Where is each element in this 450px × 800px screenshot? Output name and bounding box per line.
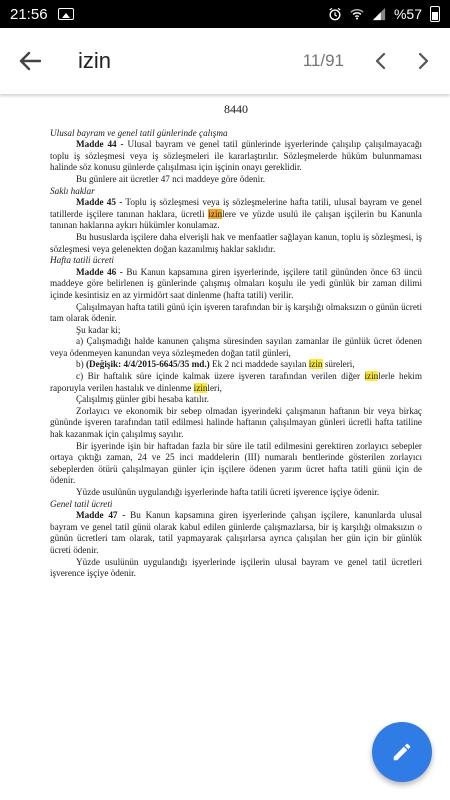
image-icon	[58, 8, 74, 20]
paragraph-46-d: Çalışılmış günler gibi hesaba katılır.	[76, 394, 209, 405]
item-b-mid: Ek 2 nci maddede sayılan	[209, 359, 309, 370]
item-b-post: süreleri,	[322, 359, 355, 370]
item-b-prefix: b)	[76, 359, 86, 370]
article-body-46: Bu Kanun kapsamına giren işyerlerinde, işçilere tatil gününden önce 63 üncü maddeye göre belirlenen iş günlerinde çalışmış olmaları koşulu ile yedi günlük bir zaman dilimi içinde kesintisiz en az yirmidört saat dinlenme (hafta tatili) verilir.	[50, 266, 422, 300]
article-text-45b: lere ve yüzde usulü ile çalışan işçilerin bu Kanunla tanınan haklarına aykırı hükümler konulamaz.	[50, 208, 423, 231]
previous-match-button[interactable]	[358, 28, 402, 94]
paragraph-46-2: Çalışılmayan hafta tatili günü için işveren tarafından bir iş karşılığı olmaksızın o günün ücreti tam olarak ödenir.	[50, 301, 422, 324]
paragraph-46-c	[50, 371, 422, 394]
status-bar	[0, 0, 450, 28]
section-title-47: Genel tatil ücreti	[50, 498, 113, 509]
next-match-button[interactable]	[402, 28, 446, 94]
match-highlight: izin	[193, 382, 208, 393]
paragraph-46	[50, 267, 422, 302]
item-c-post: leri,	[207, 382, 222, 393]
back-button[interactable]	[0, 28, 60, 94]
signal-icon	[372, 7, 386, 21]
match-count: 11/91	[302, 51, 344, 70]
status-icons	[328, 6, 440, 22]
wifi-icon	[350, 7, 364, 21]
paragraph-47-2: Yüzde usulünün uygulandığı işyerlerinde işçilerin ulusal bayram ve genel tatil ücretleri işverence işçiye ödenir.	[50, 556, 422, 579]
article-head-44: Madde 44 -	[76, 139, 124, 150]
paragraph-46-3: Şu kadar ki;	[76, 324, 121, 335]
item-c-prefix: c) Bir haftalık süre içinde kalmak üzere işveren tarafından verilen diğer	[76, 371, 365, 382]
section-title-46: Hafta tatili ücreti	[50, 255, 114, 266]
document-view[interactable]	[0, 94, 450, 800]
section-title-45: Saklı haklar	[50, 185, 95, 196]
search-query[interactable]: izin	[78, 48, 112, 73]
article-head-46: Madde 46 -	[76, 266, 123, 277]
current-match-highlight: izin	[208, 208, 223, 219]
status-time: 21:56	[10, 5, 48, 23]
edit-button[interactable]	[372, 722, 432, 782]
match-highlight: izin	[308, 359, 323, 370]
paragraph-46-e: Zorlayıcı ve ekonomik bir sebep olmadan işyerindeki çalışmanın haftanın bir veya birkaç gününde işveren tarafından tatil edilmesi halinde haftanın çalışılmayan günleri ücretli hafta tatiline hak kazanmak için çalışılmış sayılır.	[50, 405, 422, 440]
article-body-44: Ulusal bayram ve genel tatil günlerinde işyerlerinde çalışılıp çalışılmayacağı toplu iş sözleşmesi veya iş sözleşmeleri ile kararlaştırılır. Sözleşmelerde hüküm bulunmaması halinde söz konusu günlerde çalışılması için işçinin onayı gereklidir.	[50, 139, 423, 173]
paragraph-46-f: Bir işyerinde işin bir haftadan fazla bir süre ile tatil edilmesini gerektiren zorlayıcı sebepler ortaya çıktığı zaman, 24 ve 25 inci maddelerin (III) numaralı bentlerinde gösterilen zorlayıcı sebeplerden ötürü çalışılmayan günler için işçilere ödenen yarım ücret hafta tatili günü için de ödenir.	[50, 440, 422, 486]
match-highlight: izin	[364, 371, 379, 382]
document-page	[50, 100, 422, 580]
amendment-note: (Değişik: 4/4/2015-6645/35 md.)	[85, 359, 210, 370]
chevron-right-icon	[418, 52, 430, 70]
paragraph-45-2: Bu hususlarda işçilere daha elverişli hak ve menfaatler sağlayan kanun, toplu iş sözleşmesi, iş sözleşmesi veya gelenekten doğan kazanılmış haklar saklıdır.	[50, 231, 422, 254]
item-c-mid: lerle hekim raporuyla verilen hastalık ve dinlenme	[50, 371, 422, 393]
paragraph-46-b	[50, 359, 422, 371]
alarm-icon	[328, 7, 342, 21]
paragraph-44-2: Bu günlere ait ücretler 47 nci maddeye göre ödenir.	[76, 173, 266, 184]
paragraph-46-g: Yüzde usulünün uygulandığı işyerlerinde hafta tatili ücreti işverence işçiye ödenir.	[76, 487, 380, 497]
paragraph-47	[50, 510, 422, 556]
article-body-47: Bu Kanun kapsamına giren işyerlerinde çalışan işçilere, kanunlarda ulusal bayram ve genel tatil günü olarak kabul edilen günlerde çalışmazlarsa, bir iş karşılığı olmaksızın o günün ücretleri tam olarak, tatil yapmayarak çalışırlarsa ayrıca çalışılan her gün için bir günlük ücreti ödenir.	[50, 510, 422, 555]
paragraph-44	[50, 139, 422, 174]
paragraph-46-a: a) Çalışmadığı halde kanunen çalışma süresinden sayılan zamanlar ile günlük ücret ödenen veya ödenmeyen kanundan veya sözleşmeden doğan tatil günleri,	[50, 336, 422, 358]
paragraph-45	[50, 197, 422, 232]
back-arrow-icon	[19, 51, 41, 71]
pencil-icon	[391, 741, 413, 763]
article-text-45a: Toplu iş sözleşmesi veya iş sözleşmelerine hafta tatili, ulusal bayram ve genel tatillerde işçilere tanınan haklara, ücretli	[50, 197, 422, 219]
article-head-47: Madde 47 -	[76, 510, 126, 521]
chevron-left-icon	[374, 52, 386, 70]
battery-percent: %57	[393, 6, 422, 22]
battery-icon	[430, 6, 440, 22]
article-head-45: Madde 45 -	[76, 197, 123, 208]
page-number: 8440	[224, 102, 248, 116]
search-toolbar	[0, 28, 450, 94]
section-title-44: Ulusal bayram ve genel tatil günlerinde çalışma	[50, 127, 228, 138]
